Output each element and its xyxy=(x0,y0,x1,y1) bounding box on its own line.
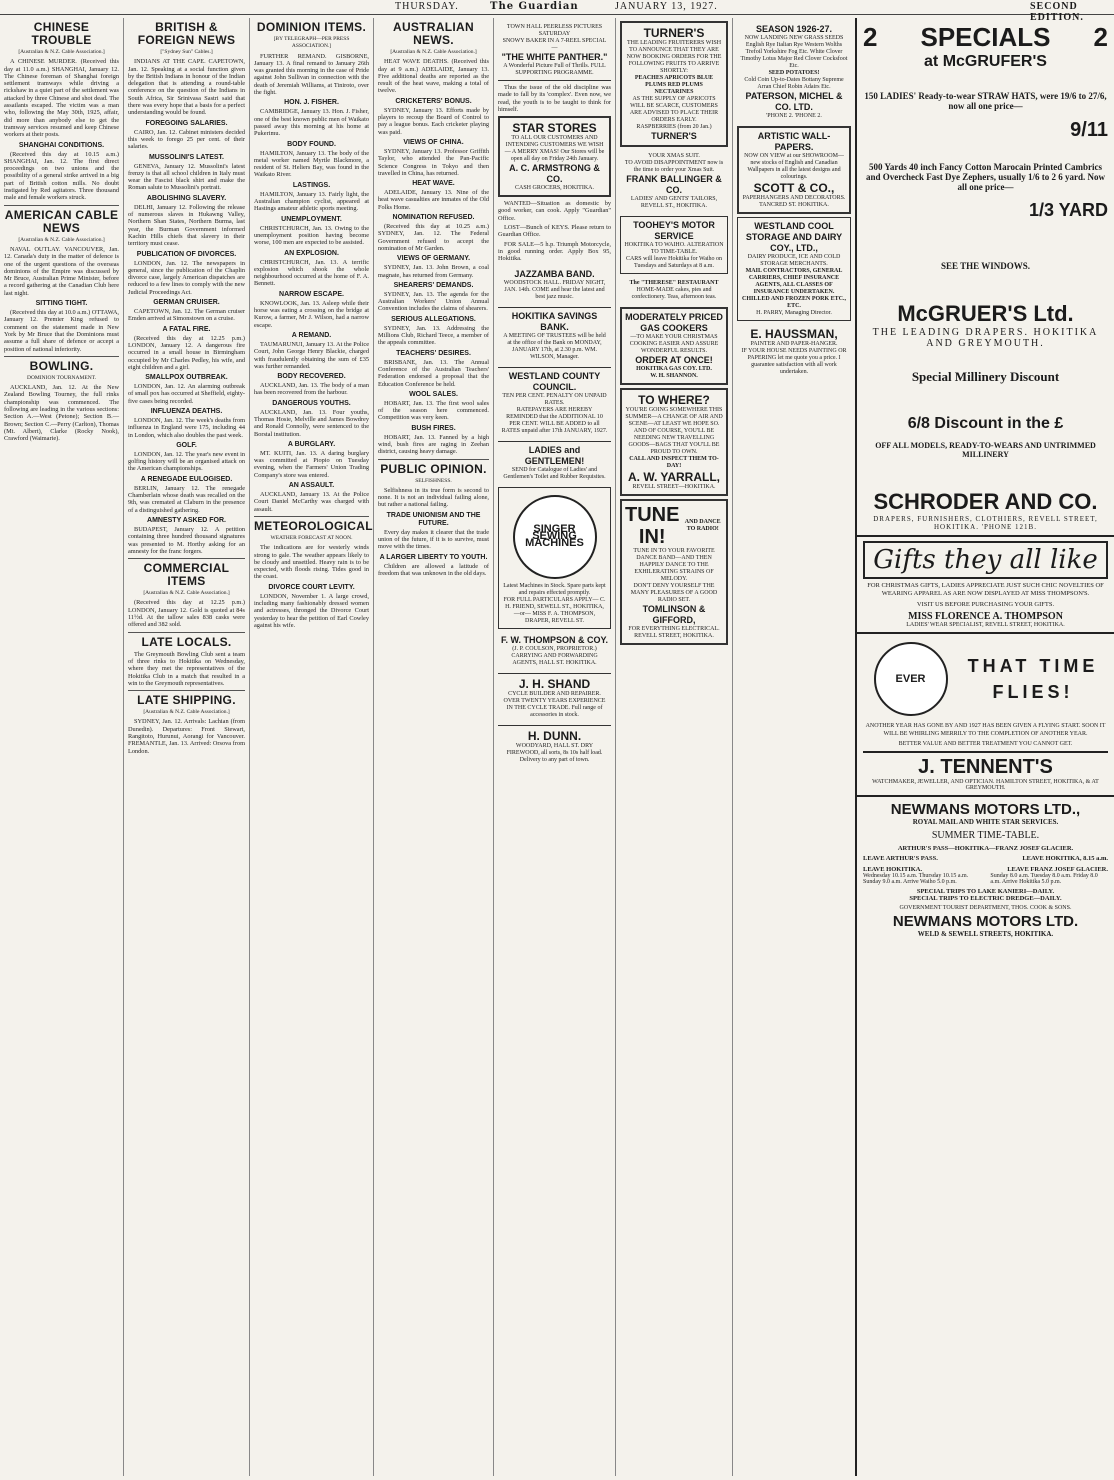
article-text: HEAT WAVE DEATHS. (Received this day at 9 a.m.) ADELAIDE, January 13. Five additional deaths are reported as the result of the heat wave, making a total of twelve. xyxy=(378,58,489,95)
headline: AMERICAN CABLE NEWS xyxy=(4,207,119,235)
ad-title: JAZZAMBA BAND. xyxy=(514,268,595,279)
subheadline: A LARGER LIBERTY TO YOUTH. xyxy=(379,553,488,561)
subheadline: INFLUENZA DEATHS. xyxy=(150,407,223,415)
marocain-offer: 500 Yards 40 inch Fancy Cotton Marocain Printed Cambrics and Overcheck Fast Dye Zephers, usually 1/6 to 2 6 yard. Now all one price— xyxy=(865,162,1106,192)
ad-sub: SEED POTATOES! xyxy=(768,70,820,76)
subhead: [Australian & N.Z. Cable Association.] xyxy=(18,49,105,55)
article-text: The indications are for westerly winds strong to gale. The weather appears likely to be cloudy and unsettled. Heavy rain is to be expected, with floods rising. Tides good in the coast. xyxy=(254,544,369,581)
toohey-ad xyxy=(620,216,728,274)
ad-sub: REVELL STREET—HOKITIKA. xyxy=(632,484,716,490)
subheadline: SMALLPOX OUTBREAK. xyxy=(145,374,228,382)
ad-name: W. H. SHANNON. xyxy=(650,373,698,379)
ad-title: YOUR XMAS SUIT. xyxy=(648,153,700,159)
ad-title: TO WHERE? xyxy=(638,393,710,407)
subhead: [Australian & N.Z. Cable Association.] xyxy=(143,709,230,716)
newmans-ad xyxy=(857,797,1114,942)
subheadline: PUBLICATION OF DIVORCES. xyxy=(136,250,237,258)
ad-body: SEND for Catalogue of Ladies' and Gentlemen's Toilet and Rubber Requisites. xyxy=(503,466,606,480)
jazz-ad xyxy=(498,266,611,304)
subheadline: WOOL SALES. xyxy=(409,390,458,398)
classified: FOR SALE—5 h.p. Triumph Motorcycle, in good running order. Apply Box 95, Hokitika. xyxy=(498,240,611,263)
subheadline: HON. J. FISHER. xyxy=(284,99,339,107)
subheadline: SHEARERS' DEMANDS. xyxy=(393,281,474,289)
shand-ad xyxy=(498,673,611,722)
headline: AUSTRALIAN NEWS. xyxy=(393,20,474,47)
discount-sub: OFF ALL MODELS, READY-TO-WEARS AND UNTRIMMED MILLINERY xyxy=(875,441,1096,459)
newmans-sub: ROYAL MAIL AND WHITE STAR SERVICES. xyxy=(912,818,1059,826)
theatre-sub: SNOWY BAKER IN A 7-REEL SPECIAL— xyxy=(502,38,607,51)
article-text: BRISBANE, Jan. 13. The Annual Conference of the Australian Teachers' Federation endorsed a proposal that the Education Conference be held. xyxy=(378,358,489,388)
ad-list: English Rye Italian Rye Western Wolths Trefoil Yorkshire Fog Etc. White Clover Timothy Lotus Major Red Clover Cocksfoot Etc. xyxy=(740,42,848,69)
article-text: TAUMARUNUI, January 13. At the Police Court, John George Henry Blackie, charged with fraudulently obtaining the sum of £35 was further remanded. xyxy=(254,340,369,370)
ad-title: J. H. SHAND xyxy=(518,676,591,691)
article-text: SYDNEY, January 13. Professor Griffith Taylor, who attended the Pan-Pacific Science Congress in Tokyo and then travelled in China, has returned. xyxy=(378,147,489,177)
masthead-paper: The Guardian xyxy=(490,1,579,12)
ad-body: YOU'RE GOING SOMEWHERE THIS SUMMER—A CHANGE OF AIR AND SCENE—AT LEAST WE HOPE SO. xyxy=(625,407,723,427)
gifts-ad xyxy=(857,537,1114,634)
westland-ad xyxy=(737,217,851,321)
tourist-dept: GOVERNMENT TOURIST DEPARTMENT, THOS. COOK & SONS. xyxy=(899,905,1072,911)
article-text: SYDNEY, Jan. 13. The agenda for the Australian Workers' Union Annual Convention includes the claims of shearers. xyxy=(378,290,489,313)
ad-body: MAIL CONTRACTORS, GENERAL CARRIERS, CHIEF INSURANCE AGENTS, ALL CLASSES OF INSURANCE UNDERTAKEN. CHILLED AND FROZEN PORK ETC., ETC. xyxy=(741,268,846,309)
restaurant-ad xyxy=(620,277,728,304)
specials-ad xyxy=(857,18,1114,537)
schroder-sub: DRAPERS, FURNISHERS, CLOTHIERS, REVELL STREET, HOKITIKA. 'PHONE 121B. xyxy=(873,515,1098,531)
ad-body: WOODSTOCK HALL. FRIDAY NIGHT, JAN. 14th. COME and hear the latest and best jazz music. xyxy=(503,279,606,300)
subheadline: SHANGHAI CONDITIONS. xyxy=(18,141,105,149)
clock-icon: EVER xyxy=(874,642,948,716)
ad-title: SEASON 1926-27. xyxy=(755,24,833,34)
ad-title: H. DUNN. xyxy=(527,728,582,743)
to-where-ad xyxy=(620,388,728,496)
ad-tail: AS THE SUPPLY OF APRICOTS WILL BE SCARCE, CUSTOMERS ARE ADVISED TO PLACE THEIR ORDERS EARLY. xyxy=(629,96,719,123)
article-text: BERLIN, January 12. The renegade Chamberlain whose death was recalled on the 9th, was cremated at Claburn in the presence of a distinguished gathering. xyxy=(128,484,245,514)
thompson-coy-ad xyxy=(498,632,611,670)
column-1 xyxy=(0,18,124,1476)
council-notice xyxy=(498,367,611,438)
subheadline: GOLF. xyxy=(176,441,197,449)
ad-tail: AND OF COURSE, YOU'LL BE NEEDING NEW TRAVELLING GOODS—BAGS THAT YOU'LL BE PROUD TO OWN. xyxy=(628,428,720,455)
subheadline: AMNESTY ASKED FOR. xyxy=(147,516,226,524)
article-text: LONDON, Jan. 12. An alarming outbreak of small pox has occurred at Sheffield, eighty-five cases being recorded. xyxy=(128,383,245,405)
ad-note: RASPBERRIES (from 20 Jan.) xyxy=(636,124,712,130)
timetable-title: SUMMER TIME-TABLE. xyxy=(931,830,1040,841)
subheadline: A BURGLARY. xyxy=(287,440,336,448)
seeds-ad xyxy=(737,21,851,123)
ad-sub: PAPERHANGERS AND DECORATORS. TANCRED ST. HOKITIKA. xyxy=(742,195,846,208)
newmans-name: NEWMANS MOTORS LTD., xyxy=(890,801,1081,818)
ad-call: ORDER AT ONCE! xyxy=(635,355,713,365)
ad-name: E. HAUSSMAN, xyxy=(750,327,838,341)
article-text: The Greymouth Bowling Club sent a team of three rinks to Hokitika on Wednesday, where they met the representatives of the Hokitika Club in a match that resulted in a win to the Greymouth representatives. xyxy=(128,650,245,687)
singer-ad xyxy=(498,487,611,629)
xmas-suit-ad xyxy=(620,150,728,213)
radio-ad xyxy=(620,499,728,645)
column-5 xyxy=(494,18,616,1476)
ad-title: The "THERESE" RESTAURANT xyxy=(629,280,719,286)
leave-hokitika-2: LEAVE HOKITIKA. xyxy=(863,866,923,873)
gifts-title: Gifts they all like xyxy=(863,541,1108,579)
star-stores-ad xyxy=(498,116,611,197)
ad-tail: H. PARRY, Managing Director. xyxy=(756,310,832,316)
subheadline: LASTINGS. xyxy=(292,181,331,189)
ad-title: TURNER'S xyxy=(643,26,705,40)
ad-sub: (J. P. COULSON, PROPRIETOR.) xyxy=(512,645,597,652)
thompson-name: MISS FLORENCE A. THOMPSON xyxy=(908,611,1063,622)
article-text: GENEVA, January 12. Mussolini's latest frenzy is that all school children in Italy must wear the Fascist black shirt and make the Roman salute to Mussolini's portrait. xyxy=(128,162,245,192)
article-text: SYDNEY, Jan. 13. Addressing the Millions Club, Richard Teece, a member of the appeals committee. xyxy=(378,324,489,347)
article-text: A CHINESE MURDER. (Received this day at 11.0 a.m.) SHANGHAI, January 12. The Chinese foreman of Shanghai foreign settlement tramways while driving a rickshaw in a quiet part of the settlement was attacked by three Chinese and shot dead. The assailants escaped. The victim was a man who, following the May 30th, 1925, affair, did more than anybody else to get the tramway services resumed and keep Chinese workers at their posts. xyxy=(4,58,119,139)
article-text: Selfishness in its true form is second to none. It is not an individual failing alone, but rather a national failing. xyxy=(378,486,489,509)
article-text: AUCKLAND, Jan. 13. Four youths, Thomas Hosie, Melville and James Bowdrey and Ronald Connolly, were sentenced to the Borstal institution. xyxy=(254,408,369,438)
gas-cookers-ad xyxy=(620,307,728,385)
wallpaper-ad xyxy=(737,126,851,214)
article-text: FURTHER REMAND. GISBORNE, January 13. A final remand to January 26th was granted this morning in the case of Pride against John Sullivan in connection with the death of Jeremiah Williams, at Tiniroto, over the fight. xyxy=(254,52,369,97)
specials-number: 2 xyxy=(863,22,878,52)
headline: DOMINION ITEMS. xyxy=(256,20,367,34)
article-text: LONDON, Jan. 12. The newspapers in general, since the publication of the Chaplin divorce case, largely American dispatches are reduced to a few lines to comply with the new Judicial Proceedings Act. xyxy=(128,259,245,296)
time-flies-title: THAT TIME FLIES! xyxy=(967,656,1099,702)
ad-sub: LADIES' AND GENTS' TAILORS, REVELL ST., HOKITIKA. xyxy=(630,196,718,209)
headline: BOWLING. xyxy=(29,358,94,373)
special-trip: SPECIAL TRIPS TO ELECTRIC DREDGE—DAILY. xyxy=(909,895,1062,902)
ad-body: WOODYARD, HALL ST. DRY FIREWOOD, all sorts, 8s 10s half load. Delivery to any part of town. xyxy=(506,742,603,763)
subheadline: SITTING TIGHT. xyxy=(35,300,88,308)
theatre-ad xyxy=(498,21,611,81)
article-text: CHRISTCHURCH, Jan. 13. A terrific explosion which shook the whole neighbourhood occurred at the home of F. A. Bennett. xyxy=(254,258,369,288)
article-text: (Received this day at 10.15 a.m.) SHANGHAI, Jan. 12. The first direct proceedings on two unions and the possibility of a general strike arrived in a big part of British cotton mills. No doubt instigated by Red agitators. Three thousand male and female workers struck. xyxy=(4,150,119,202)
article-text: INDIANS AT THE CAPE. CAPETOWN, Jan. 12. Speaking at a social function given by the British Indians in honour of the Indian delegation that is attending a round-table conference on the question of the Indians in South Africa, Sir Srinivasa Sastri said that there was every hope that a basis for a perfect understanding would be found. xyxy=(128,58,245,117)
ad-sub: AND DANCE TO RADIO! xyxy=(684,519,721,532)
article-text: LONDON, Jan. 12. The year's new event in golfing history will be an organised attack on the American championships. xyxy=(128,450,245,473)
subheadline: BODY RECOVERED. xyxy=(277,373,346,381)
subhead: [Australian & N.Z. Cable Association.] xyxy=(18,236,105,243)
article-text: Every day makes it clearer that the trade union of the future, if it is to survive, must move with the times. xyxy=(378,528,489,551)
subheadline: A FATAL FIRE. xyxy=(162,325,211,333)
column-3 xyxy=(250,18,374,1476)
ad-body: NOW ON VIEW at our SHOWROOM—new stocks of English and Canadian Wallpapers in all the latest designs and colourings. xyxy=(744,153,844,180)
article-text: CAIRO, Jan. 12. Cabinet ministers decided this week to forego 25 per cent. of their salaries. xyxy=(128,128,245,151)
ad-body: TO AVOID DISAPPOINTMENT now is the time to order your Xmas Suit. xyxy=(624,160,724,173)
article-text: HAMILTON, January 13. The body of the metal worker named Myrtle Blackmore, a resident of St. Heliers Bay, was found in the Waikato River. xyxy=(254,149,369,179)
masthead xyxy=(0,0,1114,23)
ladies-ad xyxy=(498,441,611,484)
ad-list: PEACHES APRICOTS BLUE PLUMS RED PLUMS NECTARINES xyxy=(634,75,714,95)
ad-body: THE LEADING FRUITERERS WISH TO ANNOUNCE THAT THEY ARE NOW BOOKING ORDERS FOR THE FOLLOWING FRUITS TO ARRIVE SHORTLY: xyxy=(626,40,722,74)
subheadline: NOMINATION REFUSED. xyxy=(392,214,475,222)
headline: CHINESE TROUBLE xyxy=(31,20,92,47)
ad-body: A MEETING OF TRUSTEES will be held at the office of the Bank on MONDAY, JANUARY 17th, at 2.30 p.m. WM. WILSON, Manager. xyxy=(503,332,606,360)
subheadline: NARROW ESCAPE. xyxy=(279,290,344,298)
dunn-ad xyxy=(498,725,611,767)
subheadline: MUSSOLINI'S LATEST. xyxy=(148,153,225,161)
article-text: AUCKLAND, Jan. 13. The body of a man has been recovered from the harbour. xyxy=(254,382,369,397)
ad-title: TUNE IN! xyxy=(625,504,680,548)
subheadline: AN ASSAULT. xyxy=(288,482,335,490)
ad-title: HOKITIKA SAVINGS BANK. xyxy=(511,310,598,332)
times-left: Wednesday 10.15 a.m. Thursday 10.15 a.m. Sunday 9.0 a.m. Arrive Waiho 5.0 p.m. xyxy=(863,873,969,885)
article-text: SYDNEY, Jan. 13. John Brown, a coal magnate, has returned from Germany. xyxy=(378,264,489,279)
article-text: NAVAL OUTLAY. VANCOUVER, Jan. 12. Canada's duty in the matter of defence is one of the urgent questions of the overseas dominions of the Empire was discussed by Mr Bruce, Australian Prime Minister, before a record gathering at the Canadian Club here last night. xyxy=(4,245,119,297)
turners-ad xyxy=(620,21,728,147)
gifts-body: FOR CHRISTMAS GIFTS, LADIES APPRECIATE JUST SUCH CHIC NOVELTIES OF WEARING APPAREL AS ARE NOW DISPLAYED AT MISS THOMPSON'S. xyxy=(867,582,1104,597)
ad-name: A. C. ARMSTRONG & CO. xyxy=(509,163,600,185)
marocain-price: 1/3 YARD xyxy=(1028,200,1108,220)
subhead: ["Sydney Sun" Cables.] xyxy=(160,49,213,55)
subheadline: SERIOUS ALLEGATIONS. xyxy=(391,315,476,323)
subheadline: TRADE UNIONISM AND THE FUTURE. xyxy=(386,511,481,527)
subheadline: VIEWS OF CHINA. xyxy=(403,138,464,146)
article-text: (Received this day at 12.25 p.m.) LONDON, January 12. Gold is quoted at 84s 11½d. At the tallow sales 838 casks were offered and 382 sold. xyxy=(128,599,245,629)
special-trip: SPECIAL TRIPS TO LAKE KANIERI—DAILY. xyxy=(916,888,1055,895)
time-body: ANOTHER YEAR HAS GONE BY AND 1927 HAS BEEN GIVEN A FLYING START. SOON IT WILL BE WHIRLING MERRILY TO THE COMPLETION OF ANOTHER YEAR. xyxy=(865,723,1106,737)
column-6 xyxy=(616,18,733,1476)
ad-title: TOOHEY'S MOTOR SERVICE xyxy=(633,220,715,241)
column-2 xyxy=(124,18,250,1476)
ad-title: LADIES and GENTLEMEN! xyxy=(524,444,585,466)
see-windows: SEE THE WINDOWS. xyxy=(941,261,1030,271)
classified: LOST—Bunch of KEYS. Please return to Guardian Office. xyxy=(498,224,611,239)
film-note: A Wonderful Picture Full of Thrills. FULL SUPPORTING PROGRAMME. xyxy=(503,63,606,76)
ad-sub: HOKITIKA TO WAIHO. ALTERATION TO TIME-TABLE. xyxy=(624,242,724,255)
article-text: HOBART, Jan. 13. The first wool sales of the season here commenced. Competition was very keen. xyxy=(378,399,489,422)
ad-name: A. W. YARRALL, xyxy=(627,470,720,484)
times-right: Sunday 8.0 a.m. Tuesday 8.0 a.m. Friday 8.0 a.m. Arrive Hokitika 5.0 p.m. xyxy=(990,873,1098,885)
tennent-name: J. TENNENT'S xyxy=(863,751,1108,779)
newmans-name-2: NEWMANS MOTORS LTD. xyxy=(892,913,1079,930)
ad-name: FRANK BALLINGER & CO. xyxy=(626,174,722,195)
subhead: DOMINION TOURNAMENT. xyxy=(26,374,97,381)
ad-body: FOR FULL PARTICULARS APPLY— C. H. FRIEND, SEWELL ST., HOKITIKA, —or— MISS F. A. THOMPSON, DRAPER, REVELL ST. xyxy=(503,596,606,624)
ad-body: IF YOUR HOUSE NEEDS PAINTING OR PAPERING let me quote you a price. I guarantee satisfaction with all work undertaken. xyxy=(741,348,847,375)
subheadline: CRICKETERS' BONUS. xyxy=(395,97,472,105)
article-text: (Received this day at 10.0 a.m.) OTTAWA, January 12. Premier King refused to comment on the statement made in New York by Mr Bruce that the Dominions must assume a full share of defence or accept a position of national inferiority. xyxy=(4,309,119,353)
article-text: CAMBRIDGE, January 13. Hon. J. Fisher, one of the best known public men of Waikato passed away this morning at his home at Pukerimu. xyxy=(254,108,369,138)
article-text: Children are allowed a latitude of freedom that was unknown in the old days. xyxy=(378,562,489,577)
subheadline: VIEWS OF GERMANY. xyxy=(396,255,471,263)
ad-call: CALL AND INSPECT THEM TO-DAY! xyxy=(629,456,719,469)
classified: WANTED—Situation as domestic by good worker, can cook. Apply "Guardian" Office. xyxy=(498,200,611,222)
ad-list: Cold Coin Up-to-Dates Bottany Supreme Arran Chief Robin Adairs Etc. xyxy=(744,77,844,90)
subheadline: A RENEGADE EULOGISED. xyxy=(140,475,233,483)
thompson-sub: LADIES' WEAR SPECIALIST, REVELL STREET, HOKITIKA. xyxy=(906,622,1065,628)
article-text: LONDON, Jan. 12. The week's deaths from influenza in England were 175, including 44 in London, which also doubles the past week. xyxy=(128,416,245,439)
headline: LATE LOCALS. xyxy=(141,634,232,649)
subheadline: HEAT WAVE. xyxy=(412,180,455,188)
masthead-date: JANUARY 13, 1927. xyxy=(615,1,718,12)
headline: PUBLIC OPINION. xyxy=(380,461,487,476)
article-text: BUDAPEST, January 12. A petition containing three hundred thousand signatures was presented to M. Horthy asking for an amnesty for the franc forgers. xyxy=(128,525,245,555)
right-ad-column xyxy=(857,18,1114,1476)
article-text: (Received this day at 10.25 a.m.) SYDNEY, Jan. 12. The Federal Government refused to accept the nomination of Mr Garden. xyxy=(378,223,489,252)
ad-sub: —TO MAKE YOUR CHRISTMAS COOKING EASIER AND ASSURE WONDERFUL RESULTS. xyxy=(629,334,719,354)
ad-name: PATERSON, MICHEL & CO. LTD. xyxy=(745,91,843,112)
route: ARTHUR'S PASS—HOKITIKA—FRANZ JOSEF GLACIER. xyxy=(897,845,1074,852)
time-flies-ad xyxy=(857,634,1114,797)
bank-notice xyxy=(498,307,611,364)
article-text: MT. KUITI, Jan. 13. A daring burglary was committed at Piopio on Tuesday evening, when the Farmers' Union Trading Company's store was entered. xyxy=(254,449,369,479)
subhead: [Australian & N.Z. Cable Association.] xyxy=(390,49,477,55)
article-text: HAMILTON, January 13. Fairly light, the Australian champion cyclist, appeared at Hastings amateur athletic sports meeting. xyxy=(254,190,369,213)
ad-title: F. W. THOMPSON & COY. xyxy=(501,634,609,645)
ad-sub: DAIRY PRODUCE, ICE AND COLD STORAGE MERCHANTS. xyxy=(747,254,841,267)
article-text: CHRISTCHURCH, Jan. 13. Owing to the unemployment position having become worse, 100 men are expected to be assisted. xyxy=(254,224,369,247)
masthead-edition: SECOND EDITION. xyxy=(1030,1,1084,23)
article-text: SYDNEY, January 13. Efforts made by players to recoup the Board of Control to pay a league bonus. Each cricketer playing was paid. xyxy=(378,106,489,136)
specials-title: SPECIALS xyxy=(920,22,1051,52)
leave-arthurs-pass: LEAVE ARTHUR'S PASS. xyxy=(863,855,938,862)
ad-title: ARTISTIC WALL-PAPERS. xyxy=(757,131,831,152)
article-text: CAPETOWN, Jan. 12. The German cruiser Emden arrived at Simonstown on a cruise. xyxy=(128,308,245,323)
millinery-title: Special Millinery Discount xyxy=(911,369,1060,384)
hats-price: 9/11 xyxy=(1070,119,1108,141)
film-title: "THE WHITE PANTHER." xyxy=(501,52,608,62)
article-text: SYDNEY, Jan. 12. Arrivals: Lachian (from Dunedin). Departures: Front Stewart, Rangitoto, Hurunui, Aorangi for Vancouver. FREMANTLE, Jan. 13. Arrived: Orsova from London. xyxy=(128,718,245,755)
column-7 xyxy=(733,18,857,1476)
leave-franz-josef: LEAVE FRANZ JOSEF GLACIER. xyxy=(1007,866,1108,873)
tennent-sub: WATCHMAKER, JEWELLER, AND OPTICIAN. HAMILTON STREET, HOKITIKA, & AT GREYMOUTH. xyxy=(872,779,1099,791)
article-text: AUCKLAND, Jan. 12. At the New Zealand Bowling Tourney, the full rinks championship was commenced. The following are leading in the various sections: Section A.—West (Petone); Section B.—Brown; Section C.—Perry (Carlton), Thomas (Mt. Albert), Clarke (Rocky Nook), Crawford (Waimarie). xyxy=(4,384,119,443)
subheadline: UNEMPLOYMENT. xyxy=(281,215,342,223)
ad-title: WESTLAND COUNTY COUNCIL. xyxy=(508,370,601,392)
theatre-head: TOWN HALL PEERLESS PICTURES SATURDAY xyxy=(506,24,603,37)
subheadline: BUSH FIRES. xyxy=(411,424,456,432)
ad-phone: 'PHONE 2. 'PHONE 2. xyxy=(766,113,822,119)
subheadline: A REMAND. xyxy=(291,331,332,339)
schroder-name: SCHRODER AND CO. xyxy=(873,489,1098,514)
headline: METEOROLOGICAL xyxy=(254,518,373,533)
ad-sub: NOW LANDING NEW GRASS SEEDS xyxy=(744,35,844,41)
ad-sub: PAINTER AND PAPER-HANGER. xyxy=(750,341,838,347)
subhead: [BY TELEGRAPH—PER PRESS ASSOCIATION.] xyxy=(273,36,350,50)
ad-name: SCOTT & CO., xyxy=(753,181,835,195)
haussman-ad xyxy=(737,324,851,379)
article-text: LONDON, November 1. A large crowd, including many fashionably dressed women and actresses, thronged the Divorce Court yesterday to hear the petition of Earl Cowley against his wife. xyxy=(254,592,369,629)
ad-sub: TEN PER CENT. PENALTY ON UNPAID RATES. xyxy=(502,392,607,406)
ad-body: CARRYING AND FORWARDING AGENTS, HALL ST. HOKITIKA. xyxy=(511,652,598,666)
subheadline: DANGEROUS YOUTHS. xyxy=(272,399,351,407)
ad-sub: Latest Machines in Stock. Spare parts kept and repairs effected promptly. xyxy=(503,582,606,596)
article-text: (Received this day at 12.25 p.m.) LONDON, January 12. A dangerous fire occurred in a small house in Birmingham occupied by Mr Charles Pedley, his wife, and eight children and a girl. xyxy=(128,334,245,371)
discount: 6/8 Discount in the £ xyxy=(907,415,1064,432)
ad-body: CYCLE BUILDER AND REPAIRER. OVER TWENTY YEARS EXPERIENCE IN THE CYCLE TRADE. Full range of accessories in stock. xyxy=(503,690,606,718)
ad-body: RATEPAYERS ARE HEREBY REMINDED that the ADDITIONAL 10 PER CENT. WILL BE ADDED to all RATES unpaid after 17th JANUARY, 1927. xyxy=(501,406,608,434)
ad-name: TURNER'S xyxy=(651,131,697,141)
ad-title: STAR STORES xyxy=(512,121,597,136)
leave-hokitika: LEAVE HOKITIKA, 8.15 a.m. xyxy=(1022,855,1108,862)
ad-body: CARS will leave Hokitika for Waiho on Tuesdays and Saturdays at 8 a.m. xyxy=(625,256,723,269)
ad-body: HOME-MADE cakes, pies and confectionery. Teas, afternoon teas. xyxy=(631,287,717,300)
article-text: DELHI, January 12. Following the release of numerous slaves in Hukawng Valley, Northern Shan States, Northern Burma, last year, the Burman Government informed Kachin Hills chiefs that slavery in their territory must cease. xyxy=(128,203,245,248)
subheadline: TEACHERS' DESIRES. xyxy=(396,349,471,357)
ad-body: TUNE IN TO YOUR FAVORITE DANCE BAND—AND THEN HAPPILY DANCE TO THE EXHILERATING STRAINS OF MELODY. xyxy=(633,548,715,582)
headline: LATE SHIPPING. xyxy=(137,693,236,708)
subheadline: GERMAN CRUISER. xyxy=(153,299,220,307)
ad-tail: DON'T DENY YOURSELF THE MANY PLEASURES OF A GOOD RADIO SET. xyxy=(630,583,718,603)
subheadline: AN EXPLOSION. xyxy=(284,249,339,257)
mcgruer-name: McGRUER'S Ltd. xyxy=(897,301,1074,326)
subhead: SELFISHNESS. xyxy=(415,477,452,484)
subhead: [Australian & N.Z. Cable Association.] xyxy=(143,590,230,597)
subheadline: BODY FOUND. xyxy=(287,140,336,148)
subheadline: FOREGOING SALARIES. xyxy=(145,119,228,127)
time-tail: BETTER VALUE AND BETTER TREATMENT YOU CANNOT GET. xyxy=(898,741,1073,747)
masthead-day: THURSDAY. xyxy=(395,1,459,12)
ad-title: WESTLAND COOL STORAGE AND DAIRY COY., LTD., xyxy=(745,221,843,253)
headline: BRITISH & FOREIGN NEWS xyxy=(137,20,236,47)
article-text: KNOWLOOK, Jan. 13. Asleep while their horse was eating a crossing on the bridge at Kurow, a farmer, Mr J. Wilson, had a narrow escape. xyxy=(254,299,369,329)
article-text: Thus the issue of the old discipline was made to fall by its 'complex'. Even now, we read, the youth is to be taught to think for himself. xyxy=(498,84,611,113)
gifts-visit: VISIT US BEFORE PURCHASING YOUR GIFTS. xyxy=(916,601,1055,608)
ad-tail: CASH GROCERS, HOKITIKA. xyxy=(514,185,594,192)
ad-body: TO ALL OUR CUSTOMERS AND INTENDING CUSTOMERS WE WISH— A MERRY XMAS! Our Stores will be open all day on Friday 24th January. xyxy=(504,135,605,163)
singer-logo-icon: SINGER SEWING MACHINES xyxy=(513,495,597,579)
column-4 xyxy=(374,18,494,1476)
ad-name: HOKITIKA GAS COY. LTD. xyxy=(636,366,712,372)
specials-store: at McGRUFER'S xyxy=(924,53,1047,70)
ad-title: MODERATELY PRICED GAS COOKERS xyxy=(625,312,723,333)
ad-sub: FOR EVERYTHING ELECTRICAL. REVELL STREET, HOKITIKA. xyxy=(628,626,720,639)
subheadline: ABOLISHING SLAVERY. xyxy=(146,194,227,202)
hats-offer: 150 LADIES' Ready-to-wear STRAW HATS, were 19/6 to 27/6, now all one price— xyxy=(864,91,1107,111)
subheadline: DIVORCE COURT LEVITY. xyxy=(268,583,355,591)
article-text: HOBART, Jan. 13. Fanned by a high wind, bush fires are raging in Zeehan district, causing heavy damage. xyxy=(378,433,489,456)
article-text: ADELAIDE, January 13. Nine of the heat wave casualties are inmates of the Old Folks Home. xyxy=(378,189,489,211)
ad-name: TOMLINSON & GIFFORD, xyxy=(642,604,706,625)
article-text: AUCKLAND, January 13. At the Police Court Daniel McCarthy was charged with assault. xyxy=(254,491,369,513)
mcgruer-sub: THE LEADING DRAPERS. HOKITIKA AND GREYMOUTH. xyxy=(872,327,1099,349)
specials-number: 2 xyxy=(1093,22,1108,52)
subhead: WEATHER FORECAST AT NOON. xyxy=(270,534,353,541)
headline: COMMERCIAL ITEMS xyxy=(143,561,230,589)
newmans-sub-2: WELD & SEWELL STREETS, HOKITIKA. xyxy=(917,930,1054,938)
